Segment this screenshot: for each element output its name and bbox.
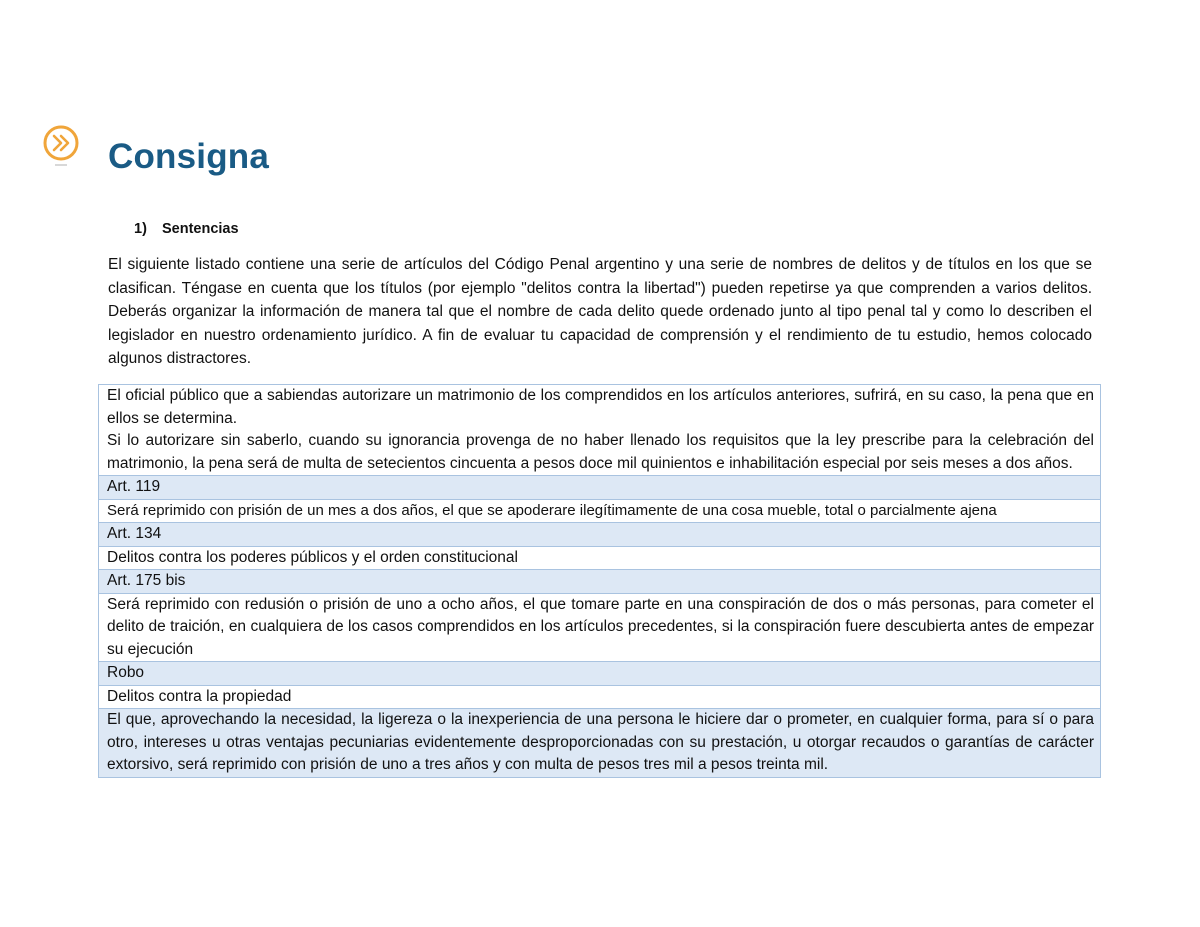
double-chevron-circle-icon: [40, 124, 84, 168]
table-row: [99, 570, 1101, 594]
table-cell: [99, 523, 1101, 547]
table-cell: [99, 499, 1101, 523]
cell-text: Art. 119: [107, 478, 161, 495]
table-row: [99, 476, 1101, 500]
cell-text: Será reprimido con redusión o prisión de uno a ocho años, el que tomare parte en una conspiración de dos o más personas, para cometer el delito de traición, en cualquiera de los casos comprendidos en los artículos precedentes, si la conspiración fuere descubierta antes de empezar su ejecución: [107, 595, 1094, 658]
table-cell: [99, 385, 1101, 476]
cell-text: Art. 134: [107, 525, 162, 542]
table-row: [99, 709, 1101, 778]
sentences-table: [98, 384, 1101, 778]
table-cell: [99, 662, 1101, 686]
section-number: 1): [134, 221, 147, 237]
table-cell: [99, 546, 1101, 570]
section-heading-label: Sentencias: [162, 221, 239, 237]
sentences-table-body: [99, 385, 1101, 778]
table-row: [99, 523, 1101, 547]
table-cell: [99, 476, 1101, 500]
table-row: [99, 593, 1101, 662]
instructions-paragraph: El siguiente listado contiene una serie de artículos del Código Penal argentino y una serie de nombres de delitos y de títulos en los que se clasifican. Téngase en cuenta que los títulos (por ejemplo "delitos contra la libertad") pueden repetirse ya que comprenden a varios delitos. Deberás organizar la información de manera tal que el nombre de cada delito quede ordenado junto al tipo penal tal y como lo describen el legislador en nuestro ordenamiento jurídico. A fin de evaluar tu capacidad de comprensión y el rendimiento de tu estudio, hemos colocado algunos distractores.: [108, 256, 1092, 368]
cell-text: Será reprimido con prisión de un mes a dos años, el que se apoderare ilegítimamente de una cosa mueble, total o parcialmente ajena: [107, 501, 997, 519]
cell-text: Art. 175 bis: [107, 572, 186, 589]
table-cell: [99, 709, 1101, 778]
table-row: [99, 499, 1101, 523]
table-row: [99, 546, 1101, 570]
table-row: [99, 685, 1101, 709]
cell-text: Robo: [107, 664, 145, 681]
cell-text: El que, aprovechando la necesidad, la ligereza o la inexperiencia de una persona le hiciere dar o prometer, en cualquier forma, para sí o para otro, intereses u otras ventajas pecuniarias evidentemente desproporcionadas con su prestación, u otorgar recaudos o garantías de carácter extorsivo, será reprimido con prisión de uno a tres años y con multa de pesos tres mil a pesos treinta mil.: [107, 711, 1094, 773]
cell-text: El oficial público que a sabiendas autorizare un matrimonio de los comprendidos en los artículos anteriores, sufrirá, en su caso, la pena que en ellos se determina.: [107, 387, 1094, 427]
table-cell: [99, 685, 1101, 709]
table-row: [99, 385, 1101, 476]
table-cell: [99, 570, 1101, 594]
cell-text: Delitos contra la propiedad: [107, 687, 292, 705]
table-cell: [99, 593, 1101, 662]
cell-text: Delitos contra los poderes públicos y el orden constitucional: [107, 548, 518, 566]
table-row: [99, 662, 1101, 686]
section-heading: [134, 220, 239, 238]
page-title: Consigna: [108, 137, 270, 176]
cell-text: Si lo autorizare sin saberlo, cuando su ignorancia provenga de no haber llenado los requisitos que la ley prescribe para la celebración del matrimonio, la pena será de multa de setecientos cincuenta a pesos doce mil quinientos e inhabilitación especial por seis meses a dos años.: [107, 432, 1094, 472]
